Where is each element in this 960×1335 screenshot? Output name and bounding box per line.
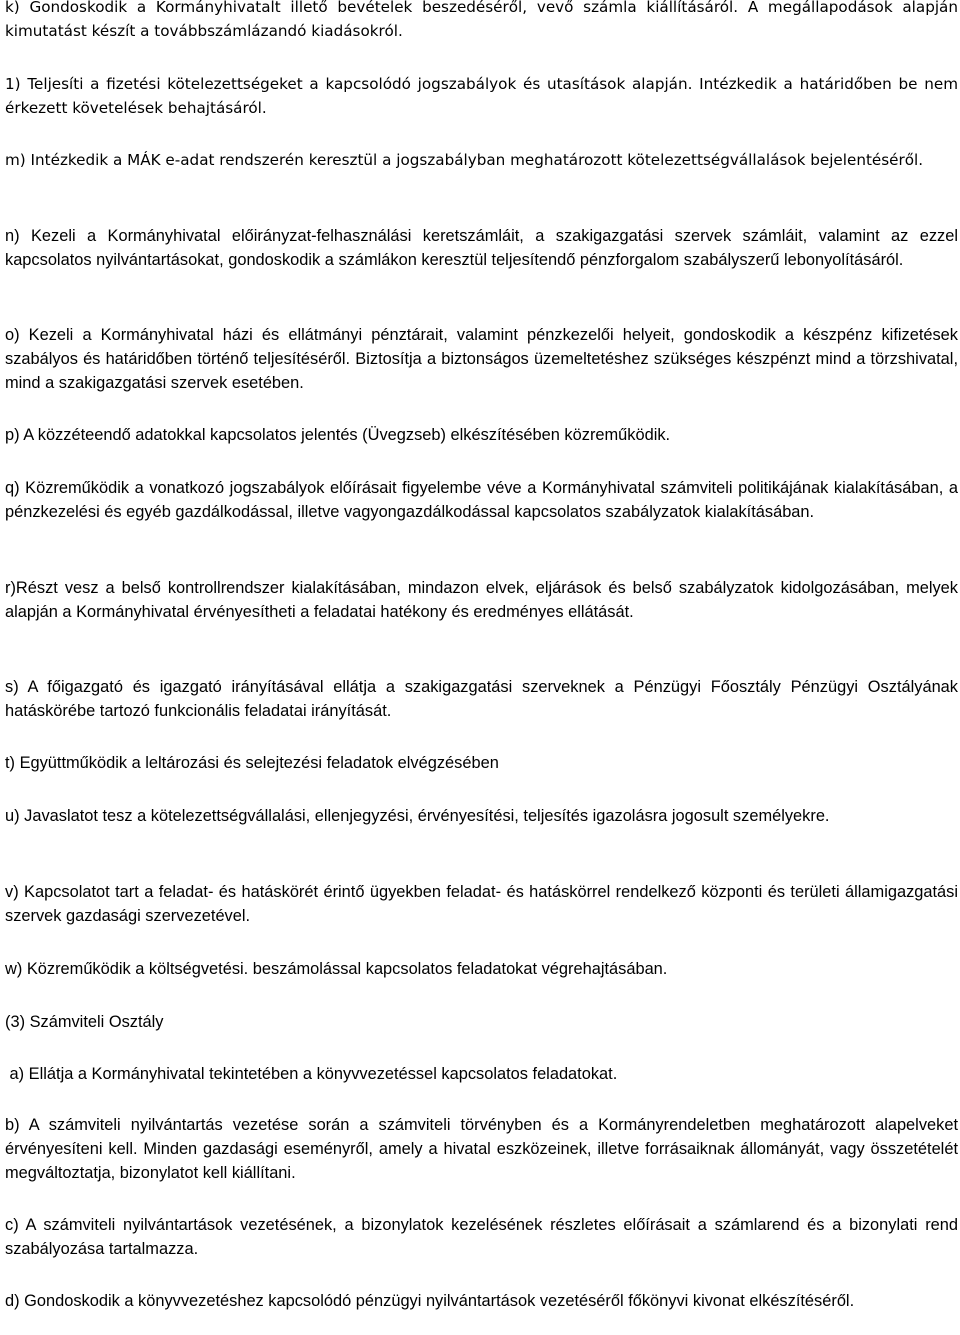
paragraph-b: b) A számviteli nyilvántartás vezetése során a számviteli törvényben és a Kormányrendeletben meghatározott alapelveket érvényesíteni kell. Minden gazdasági eseményről, amely a hivatal eszközeinek, illetve forrásaiknak állományát, vagy összetételét megváltoztatja, bizonylatot kell kiállítani. bbox=[5, 1116, 958, 1183]
paragraph-n: n) Kezeli a Kormányhivatal előirányzat-felhasználási keretszámláit, a szakigazgatási szervek számláit, valamint az ezzel kapcsolatos nyilvántartásokat, gondoskodik a számlákon keresztül teljesítendő pénzforgalom szabályszerű lebonyolításáról. bbox=[5, 227, 958, 270]
paragraph-l: 1) Teljesíti a fizetési kötelezettségeket a kapcsolódó jogszabályok és utasítások alapján. Intézkedik a határidőben be nem érkezett követelések behajtásáról. bbox=[5, 75, 958, 118]
paragraph-o: o) Kezeli a Kormányhivatal házi és ellátmányi pénztárait, valamint pénzkezelői helyeit, gondoskodik a készpénz kifizetések szabályos és határidőben történő teljesítéséről. Biztosítja a biztonságos üzemeltetéshez szükséges készpénzt mind a törzshivatal, mind a szakigazgatási szervek esetében. bbox=[5, 326, 958, 393]
paragraph-p: p) A közzéteendő adatokkal kapcsolatos jelentés (Üvegzseb) elkészítésében közreműködik. bbox=[5, 426, 671, 444]
paragraph-d: d) Gondoskodik a könyvvezetéshez kapcsolódó pénzügyi nyilvántartások vezetéséről főkönyvi kivonat elkészítéséről. bbox=[5, 1292, 855, 1310]
section-heading: (3) Számviteli Osztály bbox=[5, 1013, 164, 1031]
paragraph-s: s) A főigazgató és igazgató irányításával ellátja a szakigazgatási szerveknek a Pénzügyi Főosztály Pénzügyi Osztályának hatáskörébe tartozó funkcionális feladatai irányítását. bbox=[5, 678, 958, 721]
paragraph-t: t) Együttműködik a leltározási és selejtezési feladatok elvégzésében bbox=[5, 754, 499, 772]
paragraph-w: w) Közreműködik a költségvetési. beszámolással kapcsolatos feladatokat végrehajtásában. bbox=[5, 960, 668, 978]
paragraph-u: u) Javaslatot tesz a kötelezettségvállalási, ellenjegyzési, érvényesítési, teljesítés igazolásra jogosult személyekre. bbox=[5, 807, 830, 825]
paragraph-a: a) Ellátja a Kormányhivatal tekintetében a könyvvezetéssel kapcsolatos feladatokat. bbox=[5, 1065, 618, 1083]
paragraph-k: k) Gondoskodik a Kormányhivatalt illető bevételek beszedéséről, vevő számla kiállításáról. A megállapodások alapján kimutatást készít a továbbszámlázandó kiadásokról. bbox=[5, 0, 958, 41]
paragraph-v: v) Kapcsolatot tart a feladat- és hatáskörét érintő ügyekben feladat- és hatáskörrel rendelkező központi és területi államigazgatási szervek gazdasági szervezetével. bbox=[5, 883, 958, 926]
paragraph-r: r)Részt vesz a belső kontrollrendszer kialakításában, mindazon elvek, eljárások és belső szabályzatok kidolgozásában, melyek alapján a Kormányhivatal érvényesítheti a feladatai hatékony és eredményes ellátását. bbox=[5, 579, 958, 622]
paragraph-c: c) A számviteli nyilvántartások vezetésének, a bizonylatok kezelésének részletes előírásait a számlarend és a bizonylati rend szabályozása tartalmazza. bbox=[5, 1216, 958, 1259]
paragraph-q: q) Közreműködik a vonatkozó jogszabályok előírásait figyelembe véve a Kormányhivatal számviteli politikájának kialakításában, a pénzkezelési és egyéb gazdálkodással, illetve vagyongazdálkodással kapcsolatos szabályzatok kialakításában. bbox=[5, 479, 958, 522]
paragraph-m: m) Intézkedik a MÁK e-adat rendszerén keresztül a jogszabályban meghatározott kötelezettségvállalások bejelentéséről. bbox=[5, 151, 924, 169]
